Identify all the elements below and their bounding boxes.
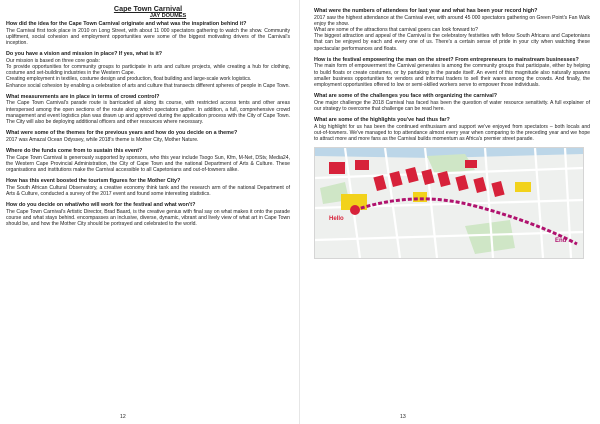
article-byline: JAY DOUMES — [149, 13, 187, 19]
question-heading: How is the festival empowering the man on the street? From entrepreneurs to mainstream businesses? — [314, 56, 579, 63]
question-heading: Where do the funds come from to sustain this event? — [6, 148, 143, 155]
left-qa-list — [6, 21, 290, 227]
answer-body — [314, 100, 590, 112]
answer-paragraph: One major challenge the 2018 Carnival has faced has been the question of water resource sensitivity. A full explainer of our strategy to overcome that challenge can be read here. — [314, 99, 590, 113]
question-heading: What are some of the challenges you face with organizing the carnival? — [314, 93, 498, 100]
page-number-right: 13 — [400, 414, 406, 420]
answer-body — [6, 100, 290, 125]
answer-body — [6, 137, 290, 143]
question-heading: What were some of the themes for the previous years and how do you decide on a theme? — [6, 130, 238, 137]
map-highlight-zone — [515, 182, 531, 192]
question-heading: What are some of the highlights you've had thus far? — [314, 117, 450, 124]
answer-body — [6, 185, 290, 197]
answer-paragraph: The Cape Town Carnival is generously supported by sponsors, who this year include Tsogo Sun, Kfm, M-Net, DStv, Media24, the Western Cape Provincial Administration, the City of Cape Town and the national Department of Arts & Culture. These organisations and institutions make the Carnival accessible to all Capetonians and out-of-towners alike. — [6, 154, 290, 174]
question-heading: How do you decide on what/who will work for the festival and what won't? — [6, 202, 196, 209]
answer-paragraph: Enhance social cohesion by enabling a celebration of arts and culture that transects different spheres of people in Cape Town. — [6, 82, 290, 89]
question-heading: What were the numbers of attendees for last year and what has been your record high? — [314, 8, 538, 14]
route-end-label: End — [555, 238, 567, 245]
answer-body — [314, 124, 590, 143]
question-heading: What measurements are in place in terms of crowd control? — [6, 93, 160, 100]
answer-paragraph: The Cape Town Carnival's parade route is barricaded all along its course, with restricted access tents and other areas interspersed among the open sections of the route along which spectators gather. In addition, a full, comprehensive crowd management and event logistics plan was drawn up and approved during the application process with the City of Cape Town. The City will also be deploying additional officers and other resources where necessary. — [6, 100, 290, 126]
answer-body — [6, 209, 290, 228]
question-heading: Do you have a vision and mission in place? If yes, what is it? — [6, 51, 163, 58]
answer-paragraph: To provide opportunities for community groups to participate in arts and culture projects, while creating a hub for clothing, costume and set-building industries in the Western Cape. — [6, 64, 290, 77]
answer-body — [6, 58, 290, 89]
page-number-left: 12 — [120, 414, 126, 420]
right-page — [300, 0, 600, 424]
article-title: Cape Town Carnival — [113, 4, 183, 13]
answer-paragraph: What are some of the attractions that carnival goers can look forward to? — [314, 27, 478, 33]
answer-paragraph: The biggest attraction and appeal of the Carnival is the celebratory festivities with fellow South Africans and Capetonians that can be enjoyed by each and every one of us. There's a certain sense of pride in your city when watching these spectacular performances and floats. — [314, 33, 590, 52]
answer-paragraph: 2017 saw the highest attendance at the Carnival ever, with around 45 000 spectators gathering on Green Point's Fan Walk enjoy the show. — [314, 14, 590, 27]
answer-paragraph: Creating employment in textiles, costume design and production, float building and large-scale work logistics. — [6, 76, 252, 83]
question-heading: How has this event boosted the tourism figures for the Mother City? — [6, 178, 181, 185]
question-heading: How did the idea for the Cape Town Carnival originate and what was the inspiration behind it? — [6, 21, 247, 27]
answer-paragraph: The South African Cultural Observatory, a creative economy think tank and the research arm of the national Department of Arts & Culture, conducted a survey of the 2017 event and found some interesting statistics. — [6, 184, 290, 198]
answer-paragraph: 2017 was Amazal Ocean Odyssey, while 2018's theme is Mother City, Mother Nature. — [6, 136, 199, 143]
right-qa-list — [314, 8, 590, 142]
answer-paragraph: Our mission is based on three core goals: — [6, 57, 100, 64]
answer-paragraph: A big highlight for us has been the continued enthusiasm and support we've enjoyed from spectators – both locals and out-of-towners. We've managed to top attendance almost every year when comparing to the preceding year and we hope to attract more and more fans as the Carnival builds momentum as Africa's premier street parade. — [314, 123, 590, 143]
route-start-label: Hello — [329, 216, 344, 223]
map-highlight-zone — [413, 192, 427, 202]
answer-paragraph: The Cape Town Carnival's Artistic Director, Brad Baard, is the creative genius with final say on what makes it onto the parade course and what stays behind. encompasses an inclusive, diverse, dynamic, vibrant and lively view of what art in Cape Town should be, and how the Mother City should be portrayed and celebrated to the world. — [6, 208, 290, 228]
answer-body — [314, 15, 590, 52]
answer-body — [6, 28, 290, 47]
answer-paragraph: The main form of empowerment the Carnival generates is among the community groups that participate, either by helping to build floats or create costumes, or by partaking in the parade itself. An event of this magnitude also naturally spawns smaller business opportunities for vendors and informal traders to sell their wares among the crowds. And finally, the employment opportunities offered to low or semi-skilled workers serve to empower those individuals. — [314, 63, 590, 89]
answer-body — [6, 155, 290, 174]
route-start-marker — [350, 205, 360, 215]
parade-route-map — [314, 147, 584, 259]
answer-paragraph: The Carnival first took place in 2010 on Long Street, with about 11 000 spectators gathering to watch the show. Community upliftment, social cohesion and employment opportunities were some of the biggest motivating drivers of the Carnival's inception. — [6, 27, 290, 46]
map-graphic — [315, 148, 583, 258]
answer-body — [314, 63, 590, 88]
